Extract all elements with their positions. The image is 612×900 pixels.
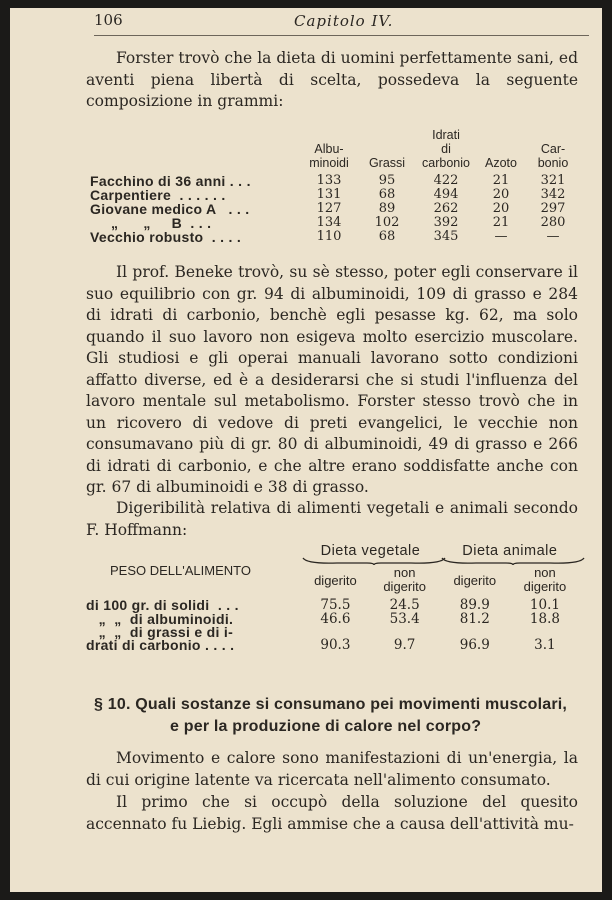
cell-value: 10.1 bbox=[529, 597, 560, 613]
cell-value: 89 bbox=[378, 201, 396, 216]
paragraph-liebig: Il primo che si occupò della soluzione del quesito accennato fu Liebig. Egli ammise che a causa dell'attività mu- bbox=[86, 793, 578, 833]
cell-value: 89.9 bbox=[459, 597, 490, 613]
cell-value: 131 bbox=[316, 187, 342, 202]
diet-table bbox=[90, 128, 580, 244]
cell-value: 18.8 bbox=[529, 611, 560, 627]
section-heading bbox=[94, 694, 584, 738]
row-label: Giovane medico A . . . bbox=[90, 201, 250, 217]
brace-animale-icon bbox=[440, 556, 586, 566]
cell-value: 321 bbox=[540, 173, 566, 188]
row-label: „ „ di albuminoidi. bbox=[86, 610, 234, 627]
cell-value: 75.5 bbox=[320, 597, 351, 613]
cell-value: 96.9 bbox=[459, 637, 490, 653]
cell-value: 21 bbox=[492, 215, 510, 230]
cell-value: 68 bbox=[378, 229, 396, 244]
section-heading-line-1: § 10. Quali sostanze si consumano pei movimenti muscolari, bbox=[94, 696, 568, 713]
peso-header: PESO DELL'ALIMENTO bbox=[110, 563, 251, 578]
row-label: „ „ di grassi e di i- drati di carbonio . . . . bbox=[86, 624, 235, 653]
book-page bbox=[10, 8, 602, 892]
cell-value: 9.7 bbox=[393, 637, 416, 653]
cell-value: 20 bbox=[492, 187, 510, 202]
cell-value: — bbox=[546, 229, 560, 244]
cell-value: 46.6 bbox=[320, 611, 351, 627]
cell-value: 392 bbox=[433, 215, 459, 230]
row-label: di 100 gr. di solidi . . . bbox=[86, 596, 239, 613]
paragraph-beneke: Il prof. Beneke trovò, su sè stesso, poter egli conservare il suo equilibrio con gr. 94 di albuminoidi, 109 di grasso e 284 di idrati di carbonio, benchè egli pesasse kg. 62, ma solo quando il suo lavoro non esigeva molto esercizio muscolare. Gli studiosi e gli operai manuali lavorano sotto condizioni affatto diverse, ed è a desiderarsi che si studi l'influenza del lavoro mentale sul metabolismo. Forster stesso trovò che in un ricovero di vedove di preti evangelici, le vecchie non consumavano più di gr. 80 di albuminoidi, 49 di grasso e 266 di idrati di carbonio, e che altre erano soddisfatte anche con gr. 67 di albuminoidi e 38 di grasso. bbox=[86, 263, 578, 496]
table-row bbox=[90, 230, 580, 244]
group-animale-label: Dieta animale bbox=[462, 543, 558, 559]
section-heading-line-2: e per la produzione di calore nel corpo? bbox=[170, 718, 482, 735]
digestibility-table bbox=[86, 544, 580, 652]
table-row bbox=[86, 626, 580, 652]
table-row bbox=[90, 202, 580, 216]
digest-group-header-row bbox=[86, 544, 580, 566]
col-idrati: Idrati di carbonio bbox=[422, 128, 470, 170]
diet-table-header-row bbox=[90, 128, 580, 174]
table-row bbox=[90, 174, 580, 188]
cell-value: 3.1 bbox=[534, 637, 556, 653]
cell-value: 494 bbox=[433, 187, 459, 202]
cell-value: 422 bbox=[433, 173, 459, 188]
sub-non-digerito-veg: non digerito bbox=[383, 565, 426, 594]
cell-value: 68 bbox=[378, 187, 396, 202]
page-number: 106 bbox=[94, 11, 123, 29]
paragraph-movimento: Movimento e calore sono manifestazioni di un'energia, la di cui origine latente va ricercata nell'alimento consumato. bbox=[86, 749, 578, 789]
cell-value: 280 bbox=[540, 215, 566, 230]
cell-value: 262 bbox=[433, 201, 459, 216]
cell-value: 21 bbox=[492, 173, 510, 188]
sub-non-digerito-ani: non digerito bbox=[523, 565, 567, 594]
chapter-title: Capitolo IV. bbox=[294, 12, 394, 30]
cell-value: 133 bbox=[316, 173, 342, 188]
group-animale bbox=[440, 544, 580, 566]
cell-value: 345 bbox=[433, 229, 459, 244]
cell-value: 81.2 bbox=[459, 611, 490, 627]
running-header bbox=[94, 11, 589, 36]
paragraph-forster-diet: Forster trovò che la dieta di uomini perfettamente sani, ed aventi piena libertà di scelta, possedeva la seguente composizione in grammi: bbox=[86, 49, 578, 110]
col-carbonio: Car- bonio bbox=[537, 142, 569, 170]
row-label: „ „ B . . . bbox=[90, 215, 212, 231]
cell-value: 134 bbox=[316, 215, 342, 230]
col-grassi: Grassi bbox=[368, 156, 406, 170]
cell-value: 102 bbox=[374, 215, 400, 230]
cell-value: 342 bbox=[540, 187, 566, 202]
paragraph-hoffmann-intro: Digeribilità relativa di alimenti vegetali e animali secondo F. Hoffmann: bbox=[86, 499, 578, 539]
col-albuminoidi: Albu- minoidi bbox=[309, 142, 349, 170]
sub-digerito-veg: digerito bbox=[314, 573, 357, 588]
cell-value: 110 bbox=[316, 229, 342, 244]
cell-value: 53.4 bbox=[389, 611, 420, 627]
cell-value: — bbox=[494, 229, 508, 244]
row-label: Facchino di 36 anni . . . bbox=[90, 173, 251, 189]
brace-vegetale-icon bbox=[301, 556, 447, 566]
cell-value: 297 bbox=[540, 201, 566, 216]
cell-value: 90.3 bbox=[320, 637, 351, 653]
col-azoto: Azoto bbox=[485, 156, 517, 170]
diet-table-corner bbox=[90, 128, 300, 174]
sub-digerito-ani: digerito bbox=[453, 573, 497, 588]
row-label: Carpentiere . . . . . . bbox=[90, 187, 226, 203]
table-row bbox=[90, 216, 580, 230]
group-vegetale bbox=[301, 544, 440, 566]
cell-value: 127 bbox=[316, 201, 342, 216]
row-label: Vecchio robusto . . . . bbox=[90, 229, 242, 245]
table-row bbox=[90, 188, 580, 202]
cell-value: 24.5 bbox=[389, 597, 420, 613]
cell-value: 95 bbox=[378, 173, 396, 188]
table-row bbox=[86, 598, 580, 612]
group-vegetale-label: Dieta vegetale bbox=[320, 543, 421, 559]
cell-value: 20 bbox=[492, 201, 510, 216]
